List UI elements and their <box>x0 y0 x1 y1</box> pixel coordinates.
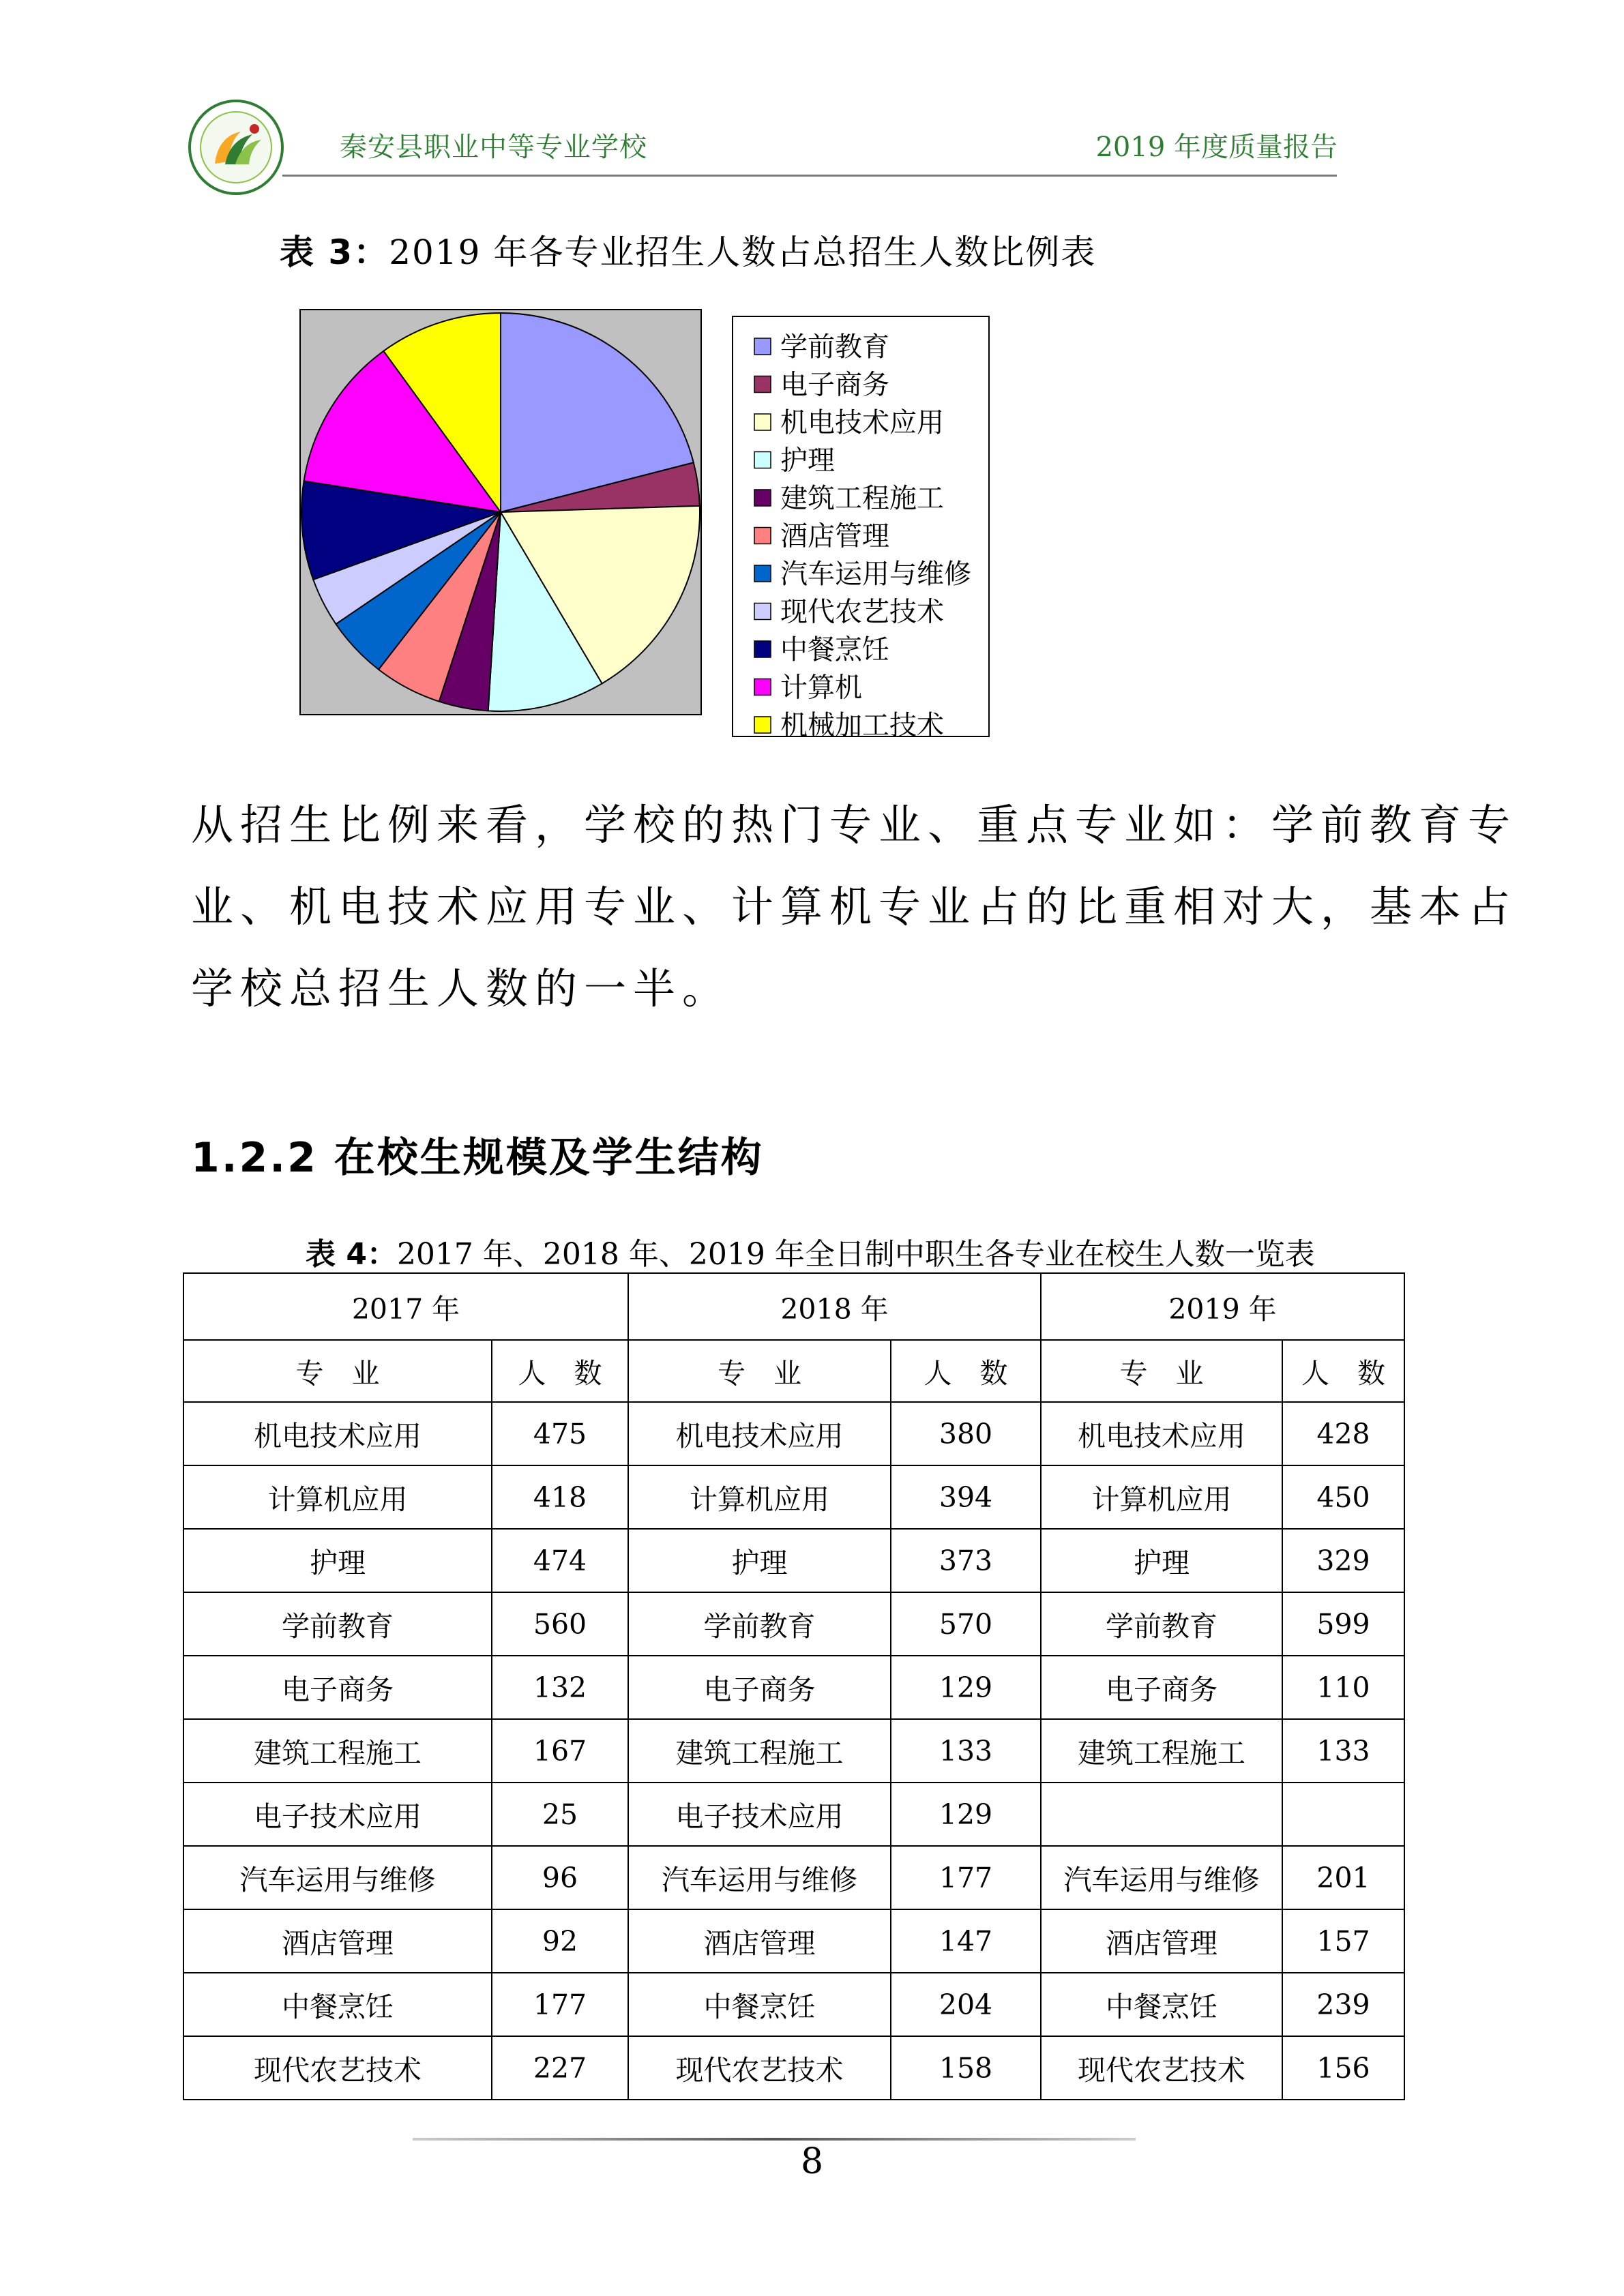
count-cell: 132 <box>492 1656 628 1719</box>
legend-label: 学前教育 <box>780 331 889 363</box>
year-header-row <box>183 1273 1404 1340</box>
major-cell: 建筑工程施工 <box>628 1719 891 1783</box>
column-header-count: 人 数 <box>1282 1340 1404 1402</box>
legend-label: 机械加工技术 <box>780 710 944 741</box>
year-2017-header: 2017 年 <box>183 1273 628 1340</box>
legend-label: 现代农艺技术 <box>780 596 944 628</box>
major-cell: 电子商务 <box>628 1656 891 1719</box>
pie-slices <box>301 313 700 711</box>
count-cell: 167 <box>492 1719 628 1783</box>
count-cell: 129 <box>891 1783 1041 1846</box>
major-cell: 电子商务 <box>1041 1656 1282 1719</box>
legend-swatch <box>754 452 771 468</box>
major-cell: 机电技术应用 <box>183 1402 492 1465</box>
table4-label: 表 4： <box>306 1237 397 1272</box>
table4-title: 2017 年、2018 年、2019 年全日制中职生各专业在校生人数一览表 <box>396 1237 1315 1272</box>
major-cell: 学前教育 <box>183 1592 492 1656</box>
legend-swatch <box>754 565 771 582</box>
legend-label: 电子商务 <box>780 369 889 401</box>
major-cell: 汽车运用与维修 <box>628 1846 891 1909</box>
major-cell: 护理 <box>183 1529 492 1592</box>
legend-swatch <box>754 528 771 544</box>
table3-title: 2019 年各专业招生人数占总招生人数比例表 <box>389 233 1097 272</box>
major-cell: 建筑工程施工 <box>1041 1719 1282 1783</box>
year-2019-header: 2019 年 <box>1041 1273 1404 1340</box>
count-cell: 110 <box>1282 1656 1404 1719</box>
table3-caption <box>280 225 1096 274</box>
count-cell: 133 <box>1282 1719 1404 1783</box>
count-cell: 428 <box>1282 1402 1404 1465</box>
count-cell: 239 <box>1282 1973 1404 2036</box>
major-cell: 酒店管理 <box>628 1909 891 1973</box>
paragraph-line-3: 学校总招生人数的一半。 <box>191 964 732 1013</box>
report-title: 2019 年度质量报告 <box>1095 132 1338 163</box>
count-cell: 394 <box>891 1465 1041 1529</box>
table-row <box>183 1719 1404 1783</box>
paragraph-line-1: 从招生比例来看，学校的热门专业、重点专业如：学前教育专 <box>191 800 1518 850</box>
major-cell: 中餐烹饪 <box>1041 1973 1282 2036</box>
year-2018-header: 2018 年 <box>628 1273 1041 1340</box>
count-cell: 227 <box>492 2036 628 2100</box>
legend-label: 护理 <box>780 445 835 477</box>
table-row <box>183 1846 1404 1909</box>
count-cell: 329 <box>1282 1529 1404 1592</box>
count-cell: 380 <box>891 1402 1041 1465</box>
count-cell: 418 <box>492 1465 628 1529</box>
major-cell: 电子商务 <box>183 1656 492 1719</box>
count-cell: 475 <box>492 1402 628 1465</box>
legend-swatch <box>754 338 771 355</box>
count-cell: 177 <box>891 1846 1041 1909</box>
legend-swatch <box>754 717 771 733</box>
major-cell: 机电技术应用 <box>1041 1402 1282 1465</box>
count-cell: 177 <box>492 1973 628 2036</box>
major-cell: 现代农艺技术 <box>628 2036 891 2100</box>
major-cell: 建筑工程施工 <box>183 1719 492 1783</box>
column-header-count: 人 数 <box>492 1340 628 1402</box>
major-cell: 学前教育 <box>1041 1592 1282 1656</box>
count-cell: 25 <box>492 1783 628 1846</box>
count-cell: 158 <box>891 2036 1041 2100</box>
table-row <box>183 1783 1404 1846</box>
legend-label: 计算机 <box>780 672 862 704</box>
count-cell: 147 <box>891 1909 1041 1973</box>
column-header-major: 专 业 <box>1041 1340 1282 1402</box>
count-cell: 96 <box>492 1846 628 1909</box>
column-header-row <box>183 1340 1404 1402</box>
major-cell <box>1041 1783 1282 1846</box>
count-cell: 92 <box>492 1909 628 1973</box>
table-row <box>183 1592 1404 1656</box>
legend-swatch <box>754 641 771 657</box>
count-cell: 599 <box>1282 1592 1404 1656</box>
table3-label: 表 3： <box>280 233 389 272</box>
count-cell: 373 <box>891 1529 1041 1592</box>
count-cell: 570 <box>891 1592 1041 1656</box>
enrollment-table <box>183 1272 1405 2100</box>
paragraph-line-2: 业、机电技术应用专业、计算机专业占的比重相对大，基本占 <box>191 882 1518 931</box>
legend-label: 建筑工程施工 <box>780 483 944 514</box>
legend-label: 中餐烹饪 <box>780 634 889 666</box>
count-cell: 450 <box>1282 1465 1404 1529</box>
legend-label: 酒店管理 <box>780 520 889 552</box>
count-cell: 129 <box>891 1656 1041 1719</box>
major-cell: 计算机应用 <box>1041 1465 1282 1529</box>
legend-swatch <box>754 490 771 506</box>
page-number: 8 <box>800 2141 824 2182</box>
major-cell: 中餐烹饪 <box>183 1973 492 2036</box>
major-cell: 酒店管理 <box>1041 1909 1282 1973</box>
major-cell: 汽车运用与维修 <box>183 1846 492 1909</box>
legend-swatch <box>754 376 771 393</box>
count-cell: 156 <box>1282 2036 1404 2100</box>
major-cell: 机电技术应用 <box>628 1402 891 1465</box>
column-header-count: 人 数 <box>891 1340 1041 1402</box>
section-heading: 1.2.2 在校生规模及学生结构 <box>191 1134 764 1182</box>
column-header-major: 专 业 <box>183 1340 492 1402</box>
major-cell: 酒店管理 <box>183 1909 492 1973</box>
school-logo <box>188 99 284 196</box>
analysis-paragraph <box>191 784 1518 1030</box>
table-row <box>183 2036 1404 2100</box>
count-cell: 201 <box>1282 1846 1404 1909</box>
header-divider <box>282 175 1337 177</box>
enrollment-pie-chart <box>299 308 992 746</box>
count-cell: 560 <box>492 1592 628 1656</box>
legend-swatch <box>754 679 771 696</box>
legend-swatch <box>754 414 771 430</box>
footer-divider <box>413 2138 1136 2141</box>
count-cell <box>1282 1783 1404 1846</box>
table-row <box>183 1909 1404 1973</box>
column-header-major: 专 业 <box>628 1340 891 1402</box>
table-row <box>183 1402 1404 1465</box>
count-cell: 157 <box>1282 1909 1404 1973</box>
count-cell: 474 <box>492 1529 628 1592</box>
table-row <box>183 1973 1404 2036</box>
major-cell: 学前教育 <box>628 1592 891 1656</box>
table-row <box>183 1529 1404 1592</box>
table-row <box>183 1465 1404 1529</box>
major-cell: 计算机应用 <box>628 1465 891 1529</box>
major-cell: 中餐烹饪 <box>628 1973 891 2036</box>
count-cell: 133 <box>891 1719 1041 1783</box>
major-cell: 护理 <box>628 1529 891 1592</box>
legend-label: 机电技术应用 <box>780 407 944 438</box>
major-cell: 电子技术应用 <box>628 1783 891 1846</box>
table4-caption <box>306 1229 1315 1273</box>
table-row <box>183 1656 1404 1719</box>
major-cell: 现代农艺技术 <box>1041 2036 1282 2100</box>
school-name: 秦安县职业中等专业学校 <box>340 132 647 163</box>
major-cell: 电子技术应用 <box>183 1783 492 1846</box>
legend-swatch <box>754 603 771 620</box>
major-cell: 汽车运用与维修 <box>1041 1846 1282 1909</box>
legend-label: 汽车运用与维修 <box>780 558 971 590</box>
major-cell: 护理 <box>1041 1529 1282 1592</box>
major-cell: 现代农艺技术 <box>183 2036 492 2100</box>
count-cell: 204 <box>891 1973 1041 2036</box>
major-cell: 计算机应用 <box>183 1465 492 1529</box>
